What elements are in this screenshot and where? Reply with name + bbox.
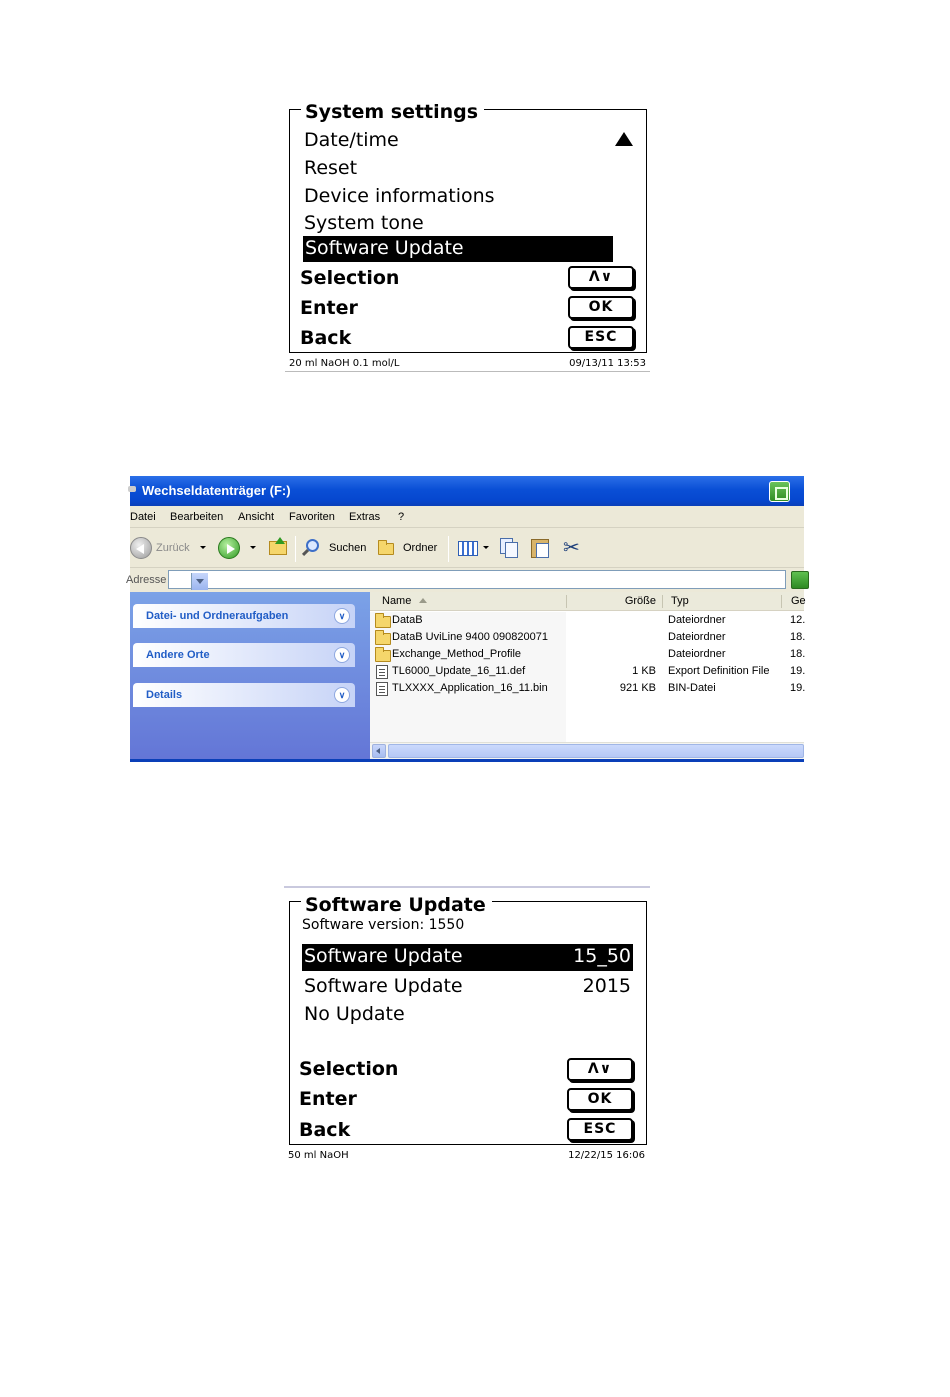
status-method: 20 ml NaOH 0.1 mol/L [289,358,400,369]
folder-icon [375,650,391,662]
scroll-thumb[interactable] [388,744,804,758]
folders-button[interactable]: Ordner [376,537,442,559]
ok-button[interactable]: OK [567,1088,633,1111]
menu-item-device-informations[interactable]: Device informations [304,185,495,207]
column-name[interactable]: Name [382,595,412,607]
list-item[interactable]: TLXXXX_Application_16_11.bin 921 KB BIN-Datei 19. [370,680,804,697]
column-size[interactable]: Größe [624,595,656,607]
address-bar [126,568,804,592]
selection-label: Selection [300,267,400,289]
task-pane [130,592,370,762]
column-type[interactable]: Typ [671,595,689,607]
esc-button[interactable]: ESC [568,326,634,349]
system-settings-screen [285,100,650,375]
task-other-places[interactable]: Andere Orte ∨ [133,643,355,667]
binary-file-icon [376,682,388,696]
folders-icon [378,543,394,555]
back-button[interactable]: Zurück [130,537,210,559]
list-header [370,592,804,611]
list-item[interactable]: Exchange_Method_Profile Dateiordner 18. [370,646,804,663]
paste-button[interactable] [529,537,553,559]
cut-button[interactable] [562,537,584,559]
chevron-down-icon[interactable]: ∨ [334,687,350,703]
forward-button[interactable] [218,537,258,559]
status-rule [285,371,650,372]
address-dropdown-icon[interactable] [191,573,208,590]
copy-button[interactable] [498,537,520,559]
folder-icon [375,633,391,645]
chevron-down-icon[interactable]: ∨ [334,608,350,624]
views-icon [458,541,478,556]
selection-arrows-button[interactable]: Λ∨ [567,1058,633,1081]
window-titlebar[interactable] [130,476,804,506]
drive-icon [128,486,136,492]
back-label: Back [300,327,352,349]
task-file-folder-tasks[interactable]: Datei- und Ordneraufgaben ∨ [133,604,355,628]
scroll-left-icon[interactable] [372,744,386,758]
software-update-screen [285,892,650,1167]
menu-item-date-time[interactable]: Date/time [304,129,399,151]
horizontal-scrollbar[interactable] [370,742,804,759]
selection-label: Selection [299,1058,399,1080]
address-label: Adresse [126,574,167,586]
menu-bearbeiten[interactable]: Bearbeiten [170,511,224,523]
menu-datei[interactable]: Datei [130,511,156,523]
back-label: Back [299,1119,351,1141]
status-datetime: 09/13/11 13:53 [569,358,646,369]
menu-favoriten[interactable]: Favoriten [289,511,335,523]
file-icon [376,665,388,679]
menu-extras[interactable]: Extras [349,511,381,523]
menu-help[interactable]: ? [398,511,405,523]
enter-label: Enter [299,1088,357,1110]
task-details[interactable]: Details ∨ [133,683,355,707]
status-method: 50 ml NaOH [288,1150,349,1161]
option-software-update-2015[interactable]: Software Update 2015 [304,975,631,997]
enter-label: Enter [300,297,358,319]
forward-arrow-icon [218,537,240,559]
address-input[interactable] [168,570,786,589]
toolbar [130,528,804,568]
folder-icon [375,616,391,628]
menu-item-software-update[interactable]: Software Update [303,236,613,262]
software-version: Software version: 1550 [302,917,465,933]
column-date[interactable]: Ge [791,595,806,607]
screen-title: System settings [301,101,484,123]
explorer-window [126,476,806,762]
scissors-icon: ✂ [563,537,580,559]
ok-button[interactable]: OK [568,296,634,319]
option-software-update-1550[interactable]: Software Update 15_50 [302,944,633,971]
menu-ansicht[interactable]: Ansicht [238,511,275,523]
menu-item-reset[interactable]: Reset [304,157,358,179]
screen-separator [284,886,650,888]
status-datetime: 12/22/15 16:06 [568,1150,645,1161]
list-item[interactable]: TL6000_Update_16_11.def 1 KB Export Definition File 19. [370,663,804,680]
back-arrow-icon [130,537,152,559]
menu-bar [130,506,804,528]
chevron-down-icon[interactable]: ∨ [334,647,350,663]
maximize-icon[interactable] [769,481,790,502]
list-item[interactable]: DataB Dateiordner 12. [370,612,804,629]
sort-asc-icon [419,598,427,603]
scroll-up-icon [615,132,633,146]
esc-button[interactable]: ESC [567,1118,633,1141]
folder-up-button[interactable] [267,537,289,559]
selection-arrows-button[interactable]: Λ∨ [568,266,634,289]
go-icon[interactable] [791,571,809,589]
option-no-update[interactable]: No Update [304,1003,405,1025]
list-item[interactable]: DataB UviLine 9400 090820071 Dateiordner 18. [370,629,804,646]
file-list [370,592,804,742]
screen-title: Software Update [301,894,492,916]
search-button[interactable]: Suchen [302,537,368,559]
window-title: Wechseldatenträger (F:) [142,483,291,498]
views-button[interactable] [456,537,490,559]
menu-item-system-tone[interactable]: System tone [304,212,424,234]
